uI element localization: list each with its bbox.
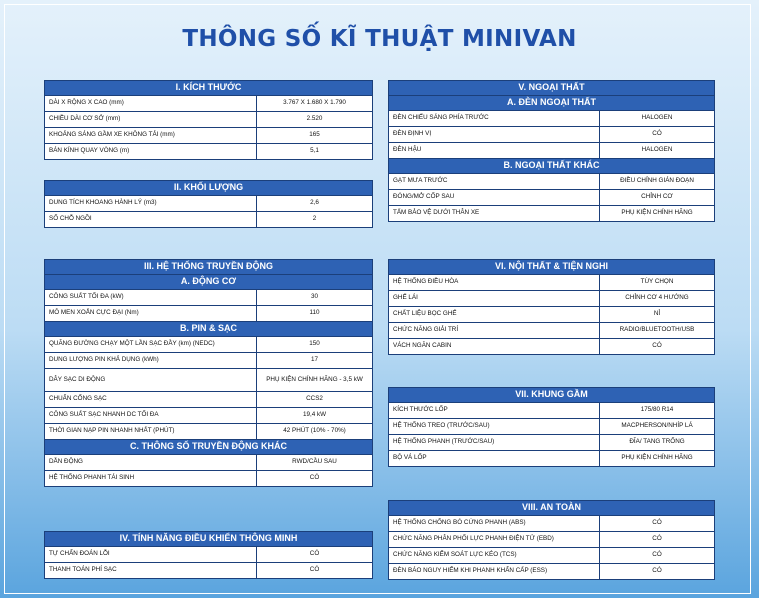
table-row	[389, 564, 715, 580]
table-row	[389, 111, 715, 127]
row-value: HALOGEN	[600, 111, 715, 127]
table-row	[389, 143, 715, 159]
table-khoi-luong	[44, 180, 373, 228]
table-row	[45, 96, 373, 112]
row-value: NỈ	[600, 307, 715, 323]
row-label: HỆ THỐNG ĐIỀU HÒA	[389, 275, 600, 291]
row-value: ĐIỀU CHỈNH GIÁN ĐOẠN	[600, 174, 715, 190]
row-value: 30	[257, 290, 373, 306]
table-row	[389, 190, 715, 206]
table-row	[45, 112, 373, 128]
table-row	[45, 547, 373, 563]
subsection-header: B. PIN & SẠC	[45, 322, 373, 337]
row-value: 165	[257, 128, 373, 144]
row-value: 175/80 R14	[600, 403, 715, 419]
row-value: 17	[257, 353, 373, 369]
table-an-toan	[388, 500, 715, 580]
row-label: KHOẢNG SÁNG GẦM XE KHÔNG TẢI (mm)	[45, 128, 257, 144]
row-value: ĐĨA/ TANG TRỐNG	[600, 435, 715, 451]
row-value: TÙY CHỌN	[600, 275, 715, 291]
table-row	[389, 275, 715, 291]
row-label: KÍCH THƯỚC LỐP	[389, 403, 600, 419]
row-value: HALOGEN	[600, 143, 715, 159]
table-row	[389, 307, 715, 323]
row-label: CHIỀU DÀI CƠ SỞ (mm)	[45, 112, 257, 128]
table-truyen-dong	[44, 259, 373, 487]
row-value: PHỤ KIỆN CHÍNH HÃNG	[600, 206, 715, 222]
subsection-header: A. ĐỘNG CƠ	[45, 275, 373, 290]
section-header: VII. KHUNG GẦM	[389, 388, 715, 403]
table-row	[389, 435, 715, 451]
section-header: VIII. AN TOÀN	[389, 501, 715, 516]
table-thong-minh	[44, 531, 373, 579]
row-label: HỆ THỐNG PHANH TÁI SINH	[45, 471, 257, 487]
row-value: CÓ	[600, 548, 715, 564]
subsection-header: C. THÔNG SỐ TRUYỀN ĐỘNG KHÁC	[45, 440, 373, 455]
row-label: ĐÓNG/MỞ CỐP SAU	[389, 190, 600, 206]
row-value: CHỈNH CƠ 4 HƯỚNG	[600, 291, 715, 307]
row-value: MACPHERSON/NHÍP LÁ	[600, 419, 715, 435]
row-label: THANH TOÁN PHÍ SẠC	[45, 563, 257, 579]
table-row	[45, 128, 373, 144]
row-value: CÓ	[600, 339, 715, 355]
row-value: CÓ	[257, 471, 373, 487]
row-value: 19,4 kW	[257, 408, 373, 424]
table-row	[45, 563, 373, 579]
table-kich-thuoc	[44, 80, 373, 160]
row-value: RADIO/BLUETOOTH/USB	[600, 323, 715, 339]
row-label: CHỨC NĂNG KIỂM SOÁT LỰC KÉO (TCS)	[389, 548, 600, 564]
row-label: TẤM BẢO VỆ DƯỚI THÂN XE	[389, 206, 600, 222]
table-row	[389, 451, 715, 467]
row-value: CÓ	[257, 563, 373, 579]
table-row	[389, 127, 715, 143]
row-value: 2,6	[257, 196, 373, 212]
row-value: RWD/CẦU SAU	[257, 455, 373, 471]
table-row	[45, 353, 373, 369]
table-row	[389, 516, 715, 532]
row-label: CHỨC NĂNG GIẢI TRÍ	[389, 323, 600, 339]
row-label: CÔNG SUẤT TỐI ĐA (kW)	[45, 290, 257, 306]
table-row	[389, 403, 715, 419]
row-label: QUÃNG ĐƯỜNG CHẠY MỘT LẦN SẠC ĐẦY (km) (NEDC)	[45, 337, 257, 353]
table-row	[45, 290, 373, 306]
section-header: V. NGOẠI THẤT	[389, 81, 715, 96]
table-row	[389, 206, 715, 222]
row-label: BỘ VÁ LỐP	[389, 451, 600, 467]
row-value: CÓ	[600, 532, 715, 548]
row-value: CHỈNH CƠ	[600, 190, 715, 206]
row-label: ĐÈN BÁO NGUY HIỂM KHI PHANH KHẨN CẤP (ESS)	[389, 564, 600, 580]
row-label: GẠT MƯA TRƯỚC	[389, 174, 600, 190]
row-value: 110	[257, 306, 373, 322]
table-row	[45, 369, 373, 392]
row-label: TỰ CHẨN ĐOÁN LỖI	[45, 547, 257, 563]
page-title: THÔNG SỐ KĨ THUẬT MINIVAN	[182, 26, 577, 52]
row-label: THỜI GIAN NẠP PIN NHANH NHẤT (PHÚT)	[45, 424, 257, 440]
row-value: CCS2	[257, 392, 373, 408]
row-label: BÁN KÍNH QUAY VÒNG (m)	[45, 144, 257, 160]
table-khung-gam	[388, 387, 715, 467]
row-value: PHỤ KIỆN CHÍNH HÃNG - 3,5 kW	[257, 369, 373, 392]
table-row	[45, 392, 373, 408]
table-row	[389, 419, 715, 435]
row-label: SỐ CHỖ NGỒI	[45, 212, 257, 228]
row-label: VÁCH NGĂN CABIN	[389, 339, 600, 355]
subsection-header: B. NGOẠI THẤT KHÁC	[389, 159, 715, 174]
table-row	[45, 212, 373, 228]
row-label: CHUẨN CỔNG SẠC	[45, 392, 257, 408]
row-value: CÓ	[257, 547, 373, 563]
row-value: 150	[257, 337, 373, 353]
row-label: DÂY SẠC DI ĐỘNG	[45, 369, 257, 392]
row-value: 5,1	[257, 144, 373, 160]
row-value: CÓ	[600, 127, 715, 143]
row-value: 2.520	[257, 112, 373, 128]
row-value: 42 PHÚT (10% - 70%)	[257, 424, 373, 440]
section-header: I. KÍCH THƯỚC	[45, 81, 373, 96]
row-value: 3.767 X 1.680 X 1.790	[257, 96, 373, 112]
row-label: ĐÈN ĐỊNH VỊ	[389, 127, 600, 143]
row-label: DẪN ĐỘNG	[45, 455, 257, 471]
table-row	[45, 337, 373, 353]
table-row	[45, 424, 373, 440]
table-noi-that	[388, 259, 715, 355]
row-value: CÓ	[600, 564, 715, 580]
table-row	[389, 339, 715, 355]
table-row	[45, 471, 373, 487]
row-label: ĐÈN HẬU	[389, 143, 600, 159]
table-row	[45, 455, 373, 471]
table-row	[389, 323, 715, 339]
table-row	[389, 291, 715, 307]
table-ngoai-that	[388, 80, 715, 222]
table-row	[389, 548, 715, 564]
table-row	[45, 144, 373, 160]
row-label: MÔ MEN XOẮN CỰC ĐẠI (Nm)	[45, 306, 257, 322]
table-row	[45, 408, 373, 424]
section-header: VI. NỘI THẤT & TIỆN NGHI	[389, 260, 715, 275]
section-header: III. HỆ THỐNG TRUYỀN ĐỘNG	[45, 260, 373, 275]
row-value: CÓ	[600, 516, 715, 532]
row-label: DUNG LƯỢNG PIN KHẢ DỤNG (kWh)	[45, 353, 257, 369]
row-label: CÔNG SUẤT SẠC NHANH DC TỐI ĐA	[45, 408, 257, 424]
table-row	[45, 306, 373, 322]
row-label: GHẾ LÁI	[389, 291, 600, 307]
table-row	[389, 532, 715, 548]
row-label: ĐÈN CHIẾU SÁNG PHÍA TRƯỚC	[389, 111, 600, 127]
row-label: CHẤT LIỆU BỌC GHẾ	[389, 307, 600, 323]
table-row	[45, 196, 373, 212]
subsection-header: A. ĐÈN NGOẠI THẤT	[389, 96, 715, 111]
row-label: HỆ THỐNG PHANH (TRƯỚC/SAU)	[389, 435, 600, 451]
row-label: HỆ THỐNG CHỐNG BÓ CỨNG PHANH (ABS)	[389, 516, 600, 532]
row-label: CHỨC NĂNG PHÂN PHỐI LỰC PHANH ĐIỆN TỬ (EBD)	[389, 532, 600, 548]
table-row	[389, 174, 715, 190]
row-value: 2	[257, 212, 373, 228]
section-header: IV. TÍNH NĂNG ĐIỀU KHIỂN THÔNG MINH	[45, 532, 373, 547]
row-value: PHỤ KIỆN CHÍNH HÃNG	[600, 451, 715, 467]
row-label: DÀI X RỘNG X CAO (mm)	[45, 96, 257, 112]
section-header: II. KHỐI LƯỢNG	[45, 181, 373, 196]
row-label: DUNG TÍCH KHOANG HÀNH LÝ (m3)	[45, 196, 257, 212]
row-label: HỆ THỐNG TREO (TRƯỚC/SAU)	[389, 419, 600, 435]
